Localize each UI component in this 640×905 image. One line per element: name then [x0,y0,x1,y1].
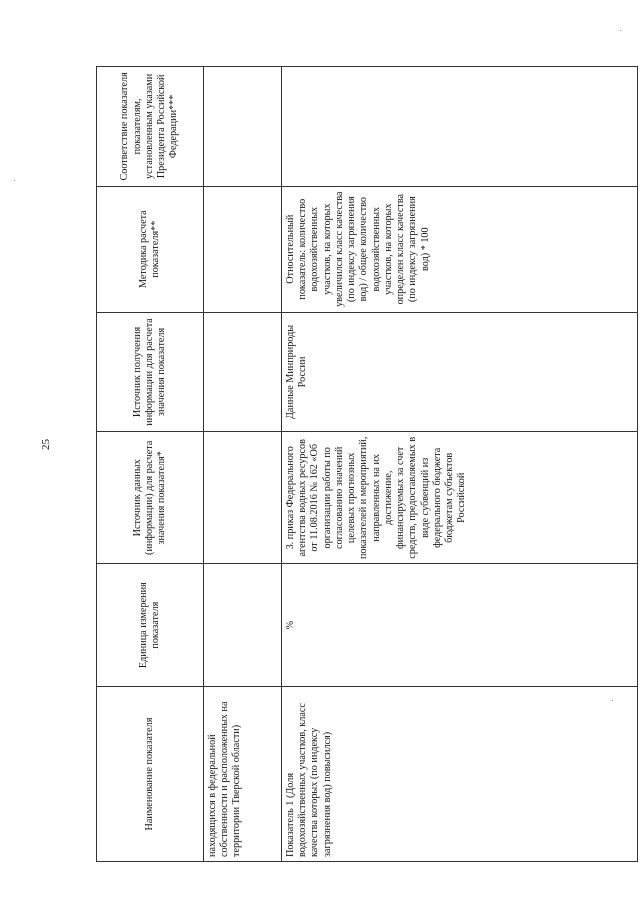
cell-empty [204,186,282,312]
header-indicator-name: Наименование показателя [97,687,204,862]
table-header-row [97,67,204,862]
cell-indicator-name: Показатель 1 (Доля водохозяйственных участков, класс качества которых (по индексу загрязнения вод) повысился) [282,687,638,862]
cell-data-source: 3. приказ Федерального агентства водных ресурсов от 11.08.2016 № 162 «Об организации работы по согласованию значений целевых прогнозных показателей и мероприятий, направленных на их достижение, финансируемых за счет средств, предоставляемых в виде субвенций из федерального бюджета бюджетам субъектов Российской [282,432,638,564]
header-data-source: Источник данных (информации) для расчета значения показателя* [97,432,204,564]
page-number: 25 [40,439,52,450]
cell-indicator-name-continued: находящихся в федеральной собственности и расположенных на территории Тверской области) [204,687,282,862]
scan-artifact [612,700,613,701]
header-info-source: Источник получения информации для расчета значения показателя [97,312,204,432]
cell-empty [204,67,282,187]
header-unit: Единица измерения показателя [97,564,204,687]
scan-artifact [620,30,621,31]
cell-empty [204,312,282,432]
cell-empty [204,564,282,687]
header-presidential-correspondence: Соответствие показателя показателям, установленным указами Президента Российской Федерации*** [97,67,204,187]
scan-artifact [14,180,15,181]
cell-empty [204,432,282,564]
table-row [204,67,282,862]
table-row [282,67,638,862]
indicator-table-rotated [96,66,638,862]
cell-presidential-correspondence [282,67,638,187]
cell-info-source: Данные Минприроды России [282,312,638,432]
header-calculation-method: Методика расчета показателя** [97,186,204,312]
cell-calculation-method: Относительный показатель: количество водохозяйственных участков, на которых увеличился класс качества (по индексу загрязнения вод) / общее количество водохозяйственных участков, на которых определен класс качества (по индексу загрязнения вод) * 100 [282,186,638,312]
cell-unit: % [282,564,638,687]
indicator-table [96,66,638,862]
